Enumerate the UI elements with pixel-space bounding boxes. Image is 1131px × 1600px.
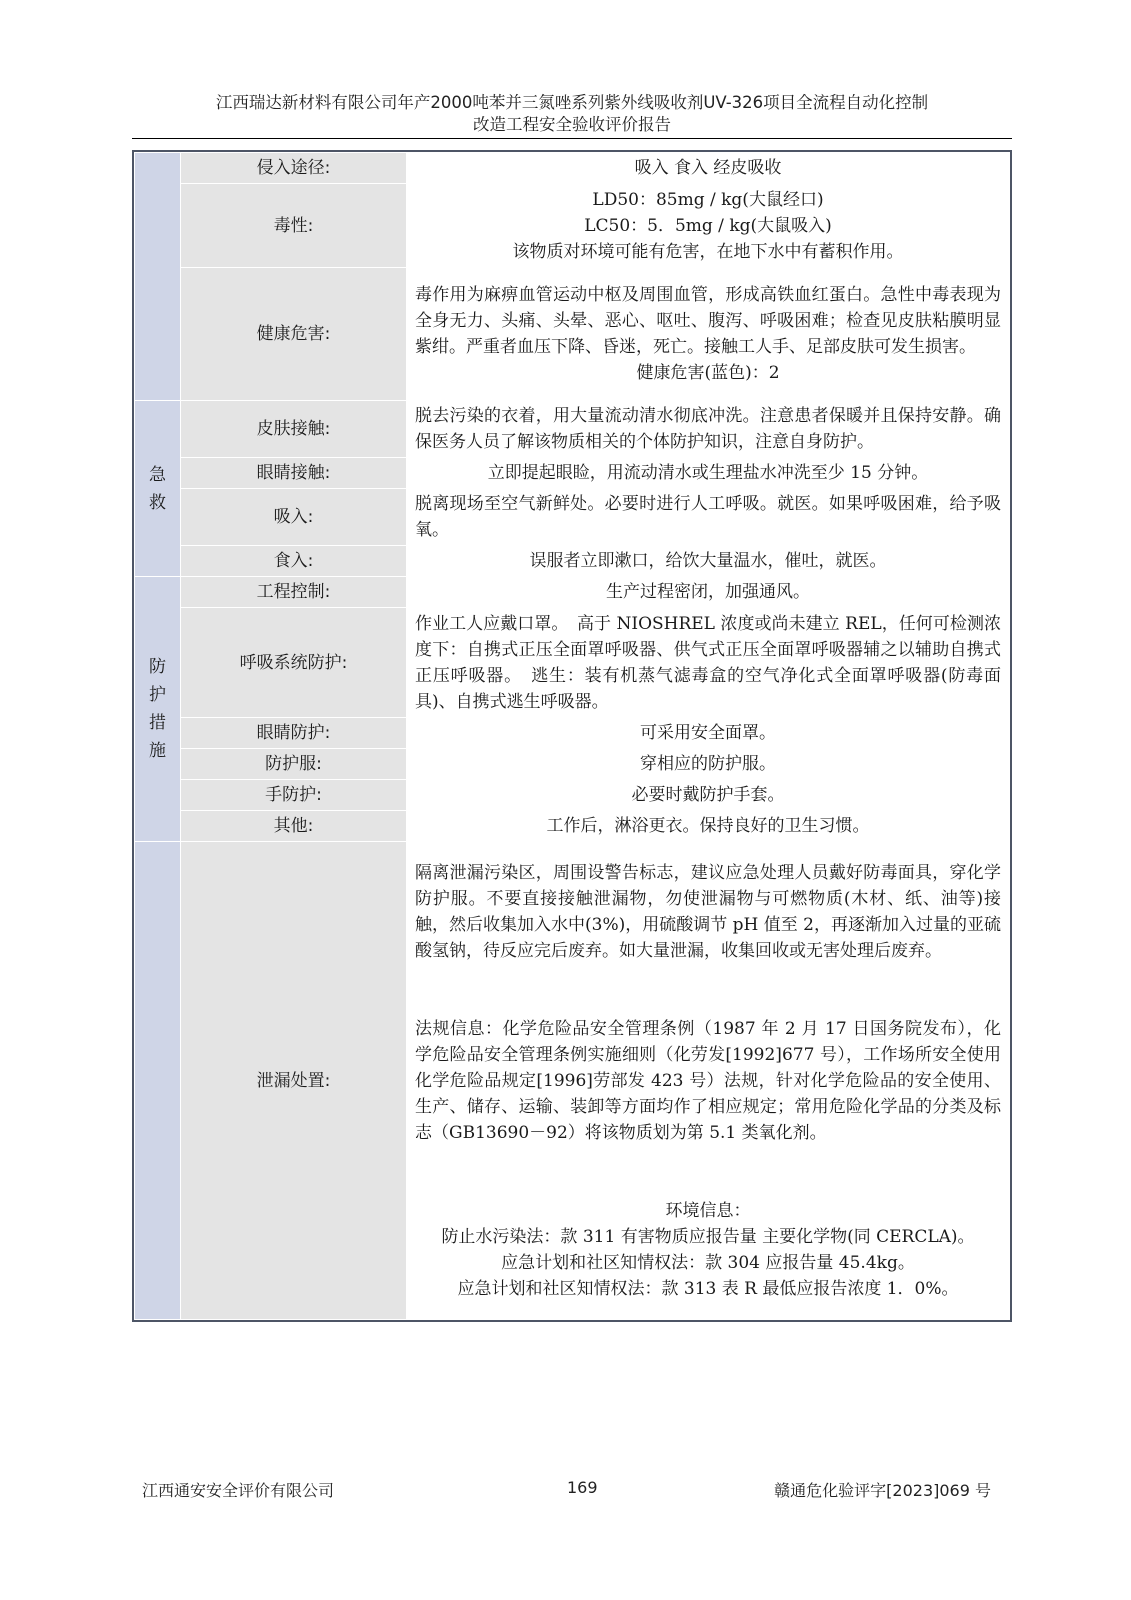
category-blank <box>135 842 181 1320</box>
table-row <box>135 577 1010 608</box>
table-row <box>135 489 1010 546</box>
item-value: 工作后，淋浴更衣。保持良好的卫生习惯。 <box>407 811 1010 842</box>
item-value: 生产过程密闭，加强通风。 <box>407 577 1010 608</box>
table-row <box>135 608 1010 718</box>
table-row <box>135 153 1010 184</box>
item-value: 必要时戴防护手套。 <box>407 780 1010 811</box>
env-line: 应急计划和社区知情权法：款 304 应报告量 45.4kg。 <box>501 1252 915 1273</box>
item-label: 其他: <box>181 811 407 842</box>
toxicity-line: LD50：85mg / kg(大鼠经口) <box>592 189 824 210</box>
item-label: 吸入: <box>181 489 407 546</box>
item-label: 毒性: <box>181 184 407 268</box>
table-row <box>135 546 1010 577</box>
item-label: 眼睛接触: <box>181 458 407 489</box>
item-label: 手防护: <box>181 780 407 811</box>
item-value <box>407 842 1010 1320</box>
table-row <box>135 184 1010 268</box>
table-row <box>135 749 1010 780</box>
item-value: 立即提起眼睑，用流动清水或生理盐水冲洗至少 15 分钟。 <box>407 458 1010 489</box>
item-value: 穿相应的防护服。 <box>407 749 1010 780</box>
item-value: 吸入 食入 经皮吸收 <box>407 153 1010 184</box>
env-line: 应急计划和社区知情权法：款 313 表 R 最低应报告浓度 1．0%。 <box>457 1278 959 1299</box>
table-row <box>135 811 1010 842</box>
item-value <box>407 268 1010 401</box>
category-blank <box>135 153 181 401</box>
item-value: 可采用安全面罩。 <box>407 718 1010 749</box>
category-protection <box>135 577 181 842</box>
health-rating: 健康危害(蓝色)：2 <box>636 363 780 383</box>
item-label: 防护服: <box>181 749 407 780</box>
regulation-paragraph: 法规信息：化学危险品安全管理条例（1987 年 2 月 17 日国务院发布），化学危险品安全管理条例实施细则（化劳发[1992]677 号），工作场所安全使用化学危险品规定[1996]劳部发 423 号）法规，针对化学危险品的安全使用、生产、储存、运输、装卸等方面均作了相应规定；常用危险化学品的分类及标志（GB13690－92）将该物质划为第 5.1 类氧化剂。 <box>415 1018 1001 1143</box>
footer-company: 江西通安安全评价有限公司 <box>142 1481 335 1500</box>
item-value: 误服者立即漱口，给饮大量温水，催吐，就医。 <box>407 546 1010 577</box>
category-label: 急救 <box>149 464 166 513</box>
item-value: 脱去污染的衣着，用大量流动清水彻底冲洗。注意患者保暖并且保持安静。确保医务人员了解该物质相关的个体防护知识，注意自身防护。 <box>407 401 1010 458</box>
item-label: 侵入途径: <box>181 153 407 184</box>
item-label: 皮肤接触: <box>181 401 407 458</box>
header-title-line-2: 改造工程安全验收评价报告 <box>473 115 671 134</box>
item-label: 泄漏处置: <box>181 842 407 1320</box>
spill-paragraph: 隔离泄漏污染区，周围设警告标志，建议应急处理人员戴好防毒面具，穿化学防护服。不要直接接触泄漏物，勿使泄漏物与可燃物质(木材、纸、油等)接触，然后收集加入水中(3%)，用硫酸调节 pH 值至 2，再逐渐加入过量的亚硫酸氢钠，待反应完后废弃。如大量泄漏，收集回收或无害处理后废弃。 <box>415 862 1001 961</box>
health-text: 毒作用为麻痹血管运动中枢及周围血管，形成高铁血红蛋白。急性中毒表现为全身无力、头痛、头晕、恶心、呕吐、腹泻、呼吸困难；检查见皮肤粘膜明显紫绀。严重者血压下降、昏迷，死亡。接触工人手、足部皮肤可发生损害。 <box>415 285 1001 357</box>
table-row <box>135 718 1010 749</box>
footer-doc-number: 赣通危化验评字[2023]069 号 <box>774 1481 991 1500</box>
item-label: 眼睛防护: <box>181 718 407 749</box>
table-row <box>135 268 1010 401</box>
table-row <box>135 780 1010 811</box>
category-label: 防护措施 <box>149 657 166 761</box>
item-label: 食入: <box>181 546 407 577</box>
header-rule <box>132 138 1012 139</box>
msds-table <box>132 150 1012 1322</box>
page-header <box>132 92 1012 136</box>
category-first-aid <box>135 401 181 577</box>
env-title: 环境信息： <box>665 1200 751 1221</box>
header-title-line-1: 江西瑞达新材料有限公司年产2000吨苯并三氮唑系列紫外线吸收剂UV-326项目全流程自动化控制 <box>215 93 929 112</box>
table-row <box>135 842 1010 1320</box>
item-label: 健康危害: <box>181 268 407 401</box>
item-value <box>407 184 1010 268</box>
table-row <box>135 458 1010 489</box>
table-row <box>135 401 1010 458</box>
env-line: 防止水污染法：款 311 有害物质应报告量 主要化学物(同 CERCLA)。 <box>441 1226 975 1247</box>
item-label: 呼吸系统防护: <box>181 608 407 718</box>
page-number: 169 <box>567 1478 598 1497</box>
item-value: 作业工人应戴口罩。 高于 NIOSHREL 浓度或尚未建立 REL，任何可检测浓度下：自携式正压全面罩呼吸器、供气式正压全面罩呼吸器辅之以辅助自携式正压呼吸器。 逃生：装有机蒸气滤毒盒的空气净化式全面罩呼吸器(防毒面具)、自携式逃生呼吸器。 <box>407 608 1010 718</box>
toxicity-line: 该物质对环境可能有危害，在地下水中有蓄积作用。 <box>512 241 904 262</box>
item-label: 工程控制: <box>181 577 407 608</box>
toxicity-line: LC50：5．5mg / kg(大鼠吸入) <box>584 215 832 236</box>
item-value: 脱离现场至空气新鲜处。必要时进行人工呼吸。就医。如果呼吸困难，给予吸氧。 <box>407 489 1010 546</box>
